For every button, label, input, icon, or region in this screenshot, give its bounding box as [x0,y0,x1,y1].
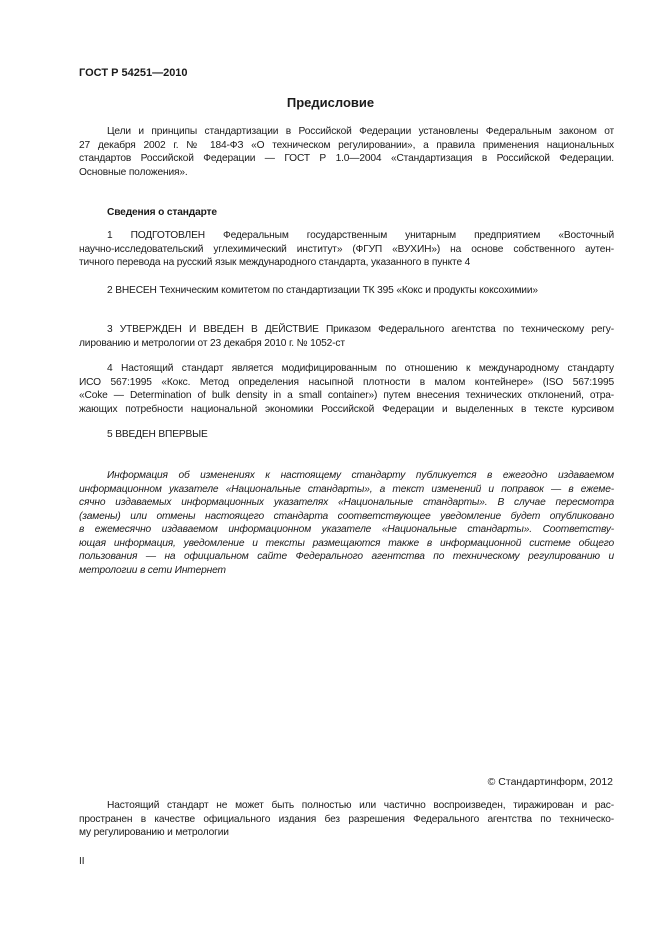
item-2: 2 ВНЕСЕН Техническим комитетом по стандартизации ТК 395 «Кокс и продукты коксохимии» [107,285,538,296]
item-1-line: тичного перевода на русский язык международного стандарта, указанного в пункте 4 [79,257,471,268]
item-4 [79,362,614,416]
intro-line: стандартов Российской Федерации — ГОСТ Р 1.0—2004 «Стандартизация в Российской Федерации. [79,153,614,164]
item-4-line: ИСО 567:1995 «Кокс. Метод определения насыпной плотности в малом контейнере» (ISO 567:1995 [79,376,614,388]
item-3-line: 3 УТВЕРЖДЕН И ВВЕДЕН В ДЕЙСТВИЕ Приказом Федерального агентства по техническому регу- [107,324,614,335]
notice-line: (замены) или отмены настоящего стандарта соответствующее уведомление будет опубликовано [79,510,614,522]
item-1-line: 1 ПОДГОТОВЛЕН Федеральным государственным унитарным предприятием «Восточный [107,230,614,241]
intro-line: Основные положения». [79,166,188,178]
intro-line: Цели и принципы стандартизации в Российской Федерации установлены Федеральным законом от [107,126,614,137]
notice-line: Информация об изменениях к настоящему стандарту публикуется в ежегодно издаваемом [107,470,614,481]
item-5: 5 ВВЕДЕН ВПЕРВЫЕ [107,429,208,440]
item-1 [79,229,614,270]
item-4-line: «Coke — Determination of bulk density in a small container») путем внесения технических отклонений, отра- [79,390,614,401]
item-3-line: лированию и метрологии от 23 декабря 2010 г. № 1052-ст [79,337,345,349]
item-4-line: 4 Настоящий стандарт является модифицированным по отношению к международному стандарту [107,363,614,374]
rights-line: пространен в качестве официального издания без разрешения Федерального агентства по техническо- [79,813,614,825]
document-code: ГОСТ Р 54251—2010 [79,67,188,79]
item-3 [79,323,614,350]
section-heading: Сведения о стандарте [107,207,217,218]
page-title: Предисловие [286,95,375,110]
notice-paragraph [79,469,614,577]
notice-line: сячно издаваемых информационных указателях «Национальные стандарты». В случае пересмотра [79,497,614,508]
rights-line: му регулированию и метрологии [79,827,229,838]
notice-line: метрологии в сети Интернет [79,564,226,576]
notice-line: пользования — на официальном сайте Федерального агентства по техническому регулированию и [79,551,614,562]
rights-paragraph [79,799,614,840]
notice-line: ющая информация, уведомление и тексты размещаются также в информационной системе общего [79,537,614,549]
page-number: II [79,856,85,867]
notice-line: в ежемесячно издаваемом информационном указателе «Национальные стандарты». Соответству- [79,524,614,535]
item-1-line: научно-исследовательский углехимический институт» (ФГУП «ВУХИН») на основе собственного аутен- [79,243,614,255]
copyright: © Стандартинформ, 2012 [487,776,613,788]
intro-paragraph [79,125,614,179]
rights-line: Настоящий стандарт не может быть полностью или частично воспроизведен, тиражирован и рас- [107,800,614,811]
intro-line: 27 декабря 2002 г. № 184-ФЗ «О техническом регулировании», а правила применения национальных [79,139,614,151]
notice-line: информационном указателе «Национальные стандарты», а текст изменений и поправок — в ежеме- [79,483,614,495]
item-4-line: жающих потребности национальной экономики Российской Федерации и выделенных в тексте курсивом [79,403,614,415]
